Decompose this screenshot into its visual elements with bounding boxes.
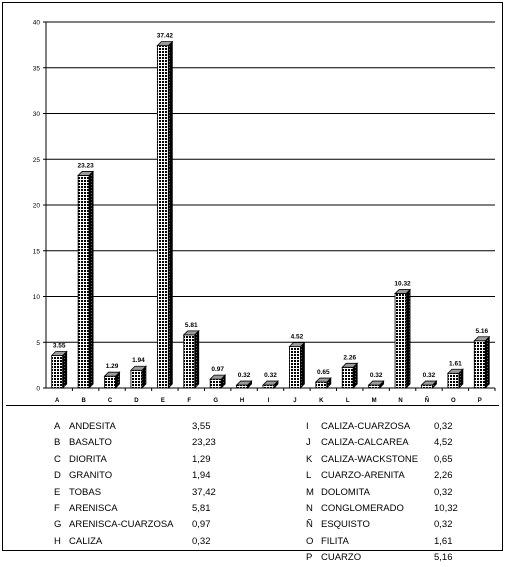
grid-layer [43,22,495,391]
bar-value-label: 5.16 [475,327,489,335]
legend-value: 37,42 [192,486,216,498]
bar-front [448,373,459,388]
legend-name: CUARZO-ARENITA [321,470,405,482]
legend-value: 0,32 [434,486,453,498]
bar-front [237,385,248,388]
bar-front [105,376,116,388]
y-tick-label: 15 [32,248,40,256]
bar-G [210,375,225,388]
legend-value: 5,81 [192,502,211,514]
legend-value: 0,32 [434,421,453,432]
x-tick-label: E [160,398,165,404]
bar-value-label: 0.32 [369,372,383,380]
bar-value-label: 3.55 [52,342,66,350]
x-tick-label: K [319,398,324,404]
legend-row-G [54,517,274,533]
legend-code: F [54,502,60,514]
y-tick-label: 0 [36,385,40,393]
legend-name: DIORITA [69,453,107,465]
legend-row-O [306,534,496,550]
x-tick-label: O [451,398,456,404]
bar-H [237,381,252,388]
bar-side [89,171,93,388]
x-tick-label: F [187,398,192,404]
bar-P [474,337,489,388]
y-tick-label: 25 [32,156,40,164]
legend-code: Ñ [306,519,313,531]
legend-code: D [54,470,61,482]
bar-front [395,294,406,388]
legend-code: C [54,453,61,465]
legend-code: K [306,453,313,465]
bar-N [395,290,410,388]
legend-code: H [54,535,61,547]
bar-L [342,363,357,388]
legend-value: 0,32 [434,519,453,531]
legend-row-H [54,534,274,550]
bar-front [369,385,380,388]
legend-code: O [306,535,314,547]
bar-C [105,372,120,388]
bar-F [184,331,199,388]
legend-code: A [54,421,61,432]
legend-row-F [54,501,274,517]
bar-value-label: 0.32 [422,372,436,380]
legend-name: DOLOMITA [321,486,370,498]
legend-code: N [306,502,313,514]
bar-value-label: 0.97 [211,366,225,374]
legend-row-A [54,419,274,435]
x-tick-label: P [477,398,482,404]
legend-right-column [306,419,496,567]
legend-row-P [306,550,496,566]
bar-value-label: 4.52 [290,333,304,341]
bar-front [289,347,300,388]
bar-front [157,46,168,388]
labels-layer [33,20,489,405]
legend-row-I [306,419,496,435]
x-tick-label: H [239,398,245,404]
x-tick-label: B [81,398,86,404]
bar-value-label: 1.61 [449,360,462,368]
bar-value-label: 23.23 [77,162,94,170]
legend-code: J [306,437,311,449]
bars-layer [52,42,490,388]
y-tick-label: 20 [32,202,40,210]
legend-value: 2,26 [434,470,453,482]
bar-value-label: 0.32 [264,372,277,380]
x-tick-label: N [398,398,403,404]
chart-legend-separator [6,405,499,406]
y-tick-label: 10 [32,294,40,301]
legend-name: CALIZA-WACKSTONE [321,453,419,465]
bar-A [52,352,67,388]
legend-value: 1,61 [434,535,453,547]
bar-O [448,369,463,388]
y-tick-label: 30 [32,111,40,118]
legend-value: 1,29 [192,453,211,465]
legend-code: G [54,519,62,531]
bar-M [369,381,384,388]
bar-front [316,382,327,388]
bar-side [485,337,489,388]
bar-K [316,378,331,388]
legend-code: L [306,470,312,482]
bar-E [157,42,172,388]
bar-value-label: 0.32 [237,372,251,380]
y-tick-label: 40 [32,19,40,27]
bar-front [78,175,89,388]
legend-name: ARENISCA [69,502,118,514]
bar-front [131,370,142,388]
bar-value-label: 1.29 [105,363,119,371]
legend-name: CONGLOMERADO [321,502,404,514]
legend-value: 10,32 [434,502,458,514]
legend-name: ARENISCA-CUARZOSA [69,519,174,531]
y-tick-label: 5 [36,339,40,347]
bar-value-label: 1.94 [132,357,145,365]
legend-code: E [54,486,61,498]
x-tick-label: D [134,398,139,404]
legend-name: ANDESITA [69,421,116,432]
legend-name: CALIZA [69,535,103,547]
x-tick-label: I [267,398,270,404]
legend-value: 23,23 [192,437,216,449]
x-tick-label: M [371,398,377,404]
x-tick-label: Ñ [424,398,430,404]
legend-left-column [54,419,274,550]
legend-name: FILITA [321,535,349,547]
x-tick-label: G [213,398,219,404]
bar-side [168,42,172,388]
bar-value-label: 10.32 [394,280,411,288]
legend-name: CALIZA-CALCAREA [321,437,409,449]
x-tick-label: C [107,398,113,404]
legend-row-D [54,468,274,484]
x-tick-label: J [293,398,297,404]
legend-value: 4,52 [434,437,453,449]
legend-code: M [306,486,314,498]
legend-value: 5,16 [434,552,453,564]
bar-D [131,366,146,388]
legend-value: 0,32 [192,535,211,547]
bar-side [406,290,410,388]
legend-row-M [306,485,496,501]
legend-row-J [306,435,496,451]
bar-side [300,343,304,388]
legend-value: 1,94 [192,470,211,482]
legend-name: TOBAS [69,486,102,498]
bar-front [52,356,63,388]
legend-row-Ñ [306,517,496,533]
legend-row-K [306,452,496,468]
legend-row-B [54,435,274,451]
x-tick-label: A [55,398,60,404]
y-tick-label: 35 [32,65,40,73]
legend-value: 0,65 [434,453,453,465]
legend-name: CALIZA-CUARZOSA [321,421,411,432]
legend-name: ESQUISTO [321,519,370,531]
legend-code: B [54,437,61,449]
bar-I [263,381,278,388]
legend-code: P [306,552,313,564]
bar-value-label: 37.42 [156,32,173,40]
bar-front [474,341,485,388]
bar-value-label: 2.26 [343,354,357,362]
bar-front [184,335,195,388]
legend-value: 0,97 [192,519,211,531]
bar-front [210,379,221,388]
bar-front [342,367,353,388]
x-tick-label: L [345,398,350,404]
legend-row-C [54,452,274,468]
bar-B [78,171,93,388]
legend-name: CUARZO [321,552,362,564]
legend-name: GRANITO [69,470,113,482]
legend-row-L [306,468,496,484]
bar-Ñ [421,381,436,388]
legend-value: 3,55 [192,421,211,432]
legend-code: I [306,421,309,432]
bar-value-label: 5.81 [184,321,198,329]
bar-front [421,385,432,388]
bar-side [63,352,67,388]
legend-row-N [306,501,496,517]
legend-row-E [54,485,274,501]
bar-side [195,331,199,388]
bar-front [263,385,274,388]
legend-name: BASALTO [69,437,112,449]
bar-value-label: 0.65 [316,369,330,377]
bar-J [289,343,304,388]
